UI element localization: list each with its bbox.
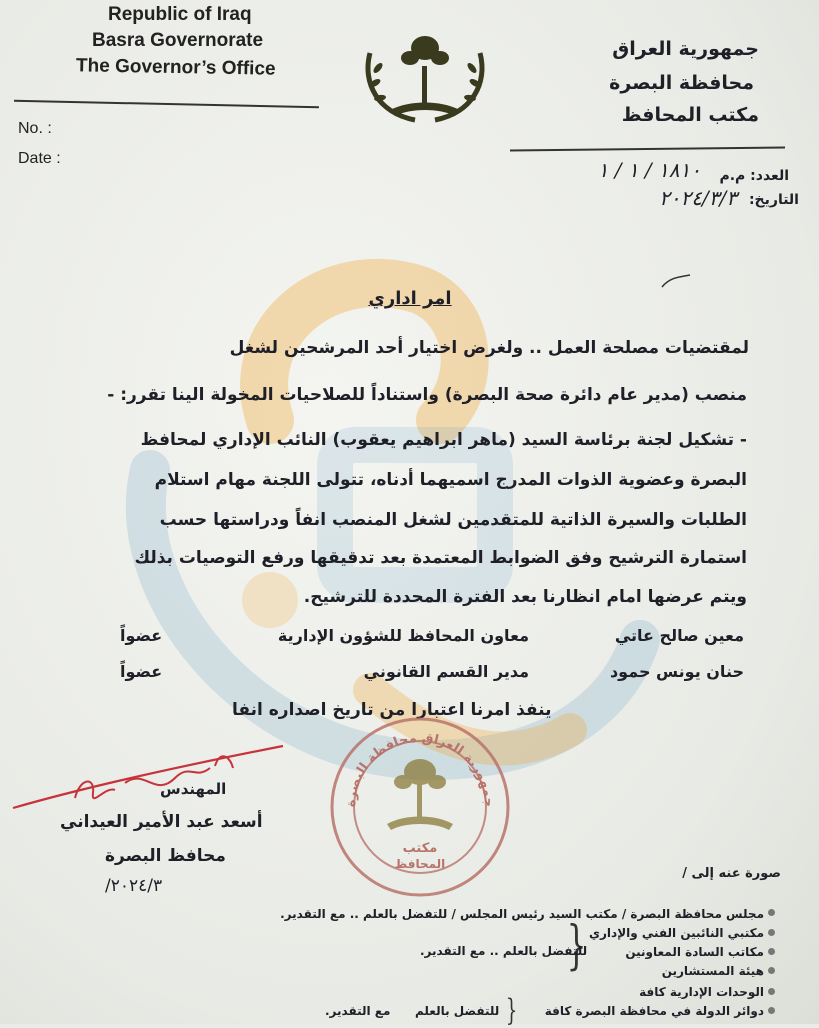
number-value-handwritten: ١٨١٠ / ١ / ١	[597, 158, 701, 182]
copies-header: صورة عنه إلى /	[682, 866, 781, 881]
date-label-en: Date :	[18, 150, 61, 167]
member2-name: حنان يونس حمود	[609, 662, 744, 681]
svg-text:جمهورية العراق محافظة البصرة: جمهورية العراق محافظة البصرة	[343, 730, 497, 808]
header-ar-line2: محافظة البصرة	[609, 72, 754, 94]
paragraph2-line3: الطلبات والسيرة الذاتية للمتقدمين لشغل المنصب انفاً ودراستها حسب	[159, 510, 747, 530]
svg-text:المحافظ: المحافظ	[394, 857, 446, 871]
copies-last-note-prefix: للتفضل بالعلم	[415, 1004, 500, 1018]
bullet-6	[768, 1007, 775, 1014]
header-en-line2: Basra Governorate	[92, 30, 264, 51]
paragraph1-line1: لمقتضيات مصلحة العمل .. ولغرض اختيار أحد المرشحين لشغل	[229, 338, 749, 358]
date-label-ar: التاريخ:	[748, 192, 799, 208]
paragraph2-line2: البصرة وعضوية الذوات المدرج اسميهما أدناه، تتولى اللجنة مهام استلام	[154, 470, 747, 490]
svg-text:مكتب: مكتب	[402, 841, 438, 856]
copies-item1: مجلس محافظة البصرة / مكتب السيد رئيس المجلس / للتفضل بالعلم .. مع التقدير.	[280, 907, 764, 921]
copies-item4: هيئة المستشارين	[661, 964, 764, 978]
header-ar-line3: مكتب المحافظ	[621, 104, 759, 126]
copies-item5: الوحدات الإدارية كافة	[639, 985, 764, 999]
header-en-line3: The Governor’s Office	[75, 55, 276, 80]
signature-title: المهندس	[160, 780, 227, 798]
effective-clause: ينفذ امرنا اعتبارا من تاريخ اصداره انفا	[232, 700, 552, 720]
paragraph2-line4: استمارة الترشيح وفق الضوابط المعتمدة بعد تدقيقها ورفع التوصيات بذلك	[134, 548, 747, 568]
copies-group-note: للتفضل بالعلم .. مع التقدير.	[420, 944, 588, 958]
member2-position: مدير القسم القانوني	[363, 662, 529, 681]
member1-name: معين صالح عاتي	[614, 626, 744, 645]
copies-last-brace: }	[505, 993, 518, 1028]
member2-role: عضواً	[120, 662, 163, 681]
signature-date: ٢٠٢٤/٣/	[105, 876, 163, 896]
signature-position: محافظ البصرة	[105, 846, 226, 866]
copies-item6: دوائر الدولة في محافظة البصرة كافة	[544, 1004, 764, 1018]
signature-name: أسعد عبد الأمير العيداني	[60, 812, 263, 832]
header-en-line1: Republic of Iraq	[108, 4, 252, 25]
bullet-2	[768, 929, 775, 936]
document-title: امر اداري	[368, 288, 452, 309]
bullet-4	[768, 967, 775, 974]
paragraph1-line2: منصب (مدير عام دائرة صحة البصرة) واستناداً للصلاحيات المخولة الينا تقرر: -	[107, 385, 747, 405]
date-value-handwritten: ٢٠٢٤/٣/٣	[659, 186, 737, 210]
header-ar-line1: جمهورية العراق	[612, 38, 759, 60]
bullet-1	[768, 909, 775, 916]
copies-last-note: مع التقدير.	[325, 1004, 391, 1018]
paragraph2-line5: ويتم عرضها امام انظارنا بعد الفترة المحددة للترشيح.	[303, 587, 747, 607]
copies-group-brace: }	[566, 916, 587, 976]
bullet-3	[768, 948, 775, 955]
member1-role: عضواً	[120, 626, 163, 645]
number-label-ar: العدد: م.م	[719, 168, 789, 184]
member1-position: معاون المحافظ للشؤون الإدارية	[277, 626, 529, 645]
copies-item3: مكاتب السادة المعاونين	[625, 945, 764, 959]
number-label-en: No. :	[18, 120, 52, 137]
paragraph2-line1: - تشكيل لجنة برئاسة السيد (ماهر ابراهيم يعقوب) النائب الإداري لمحافظ	[140, 430, 747, 450]
bullet-5	[768, 988, 775, 995]
copies-item2: مكتبي النائبين الفني والإداري	[589, 926, 764, 940]
